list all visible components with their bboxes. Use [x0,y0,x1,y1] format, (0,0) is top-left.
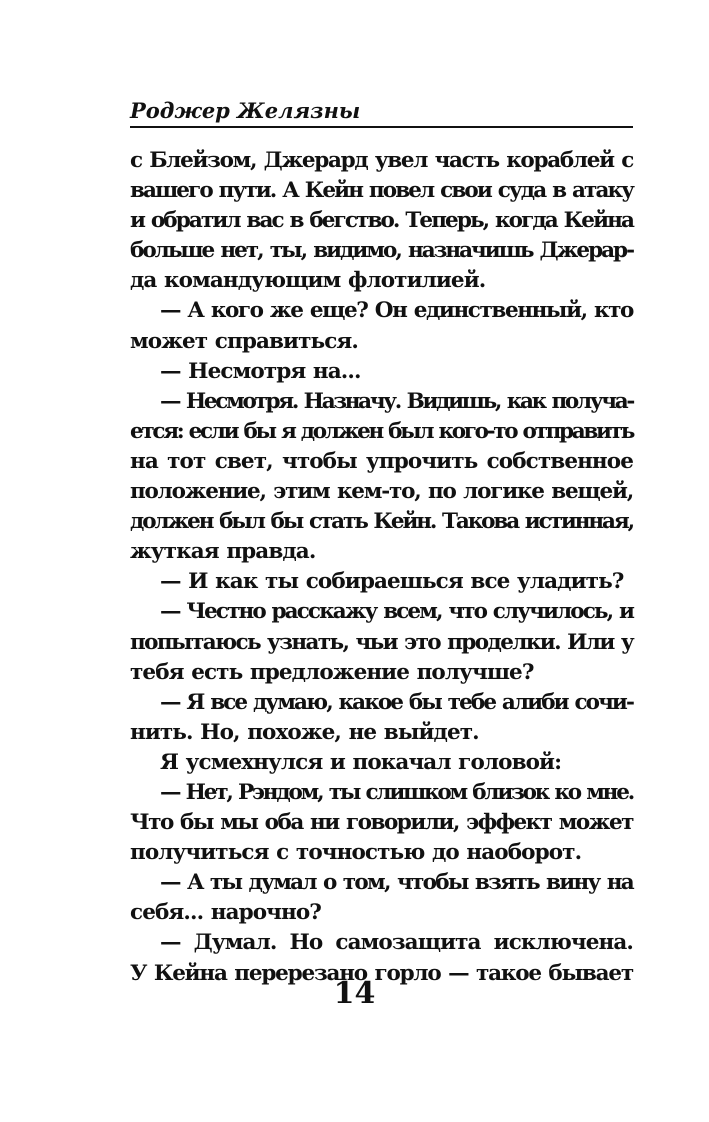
page-number: 14 [333,976,376,1011]
header-rule [130,126,633,128]
text-line: ется: если бы я должен был кого-то отправить [130,418,633,444]
text-line: — Я все думаю, какое бы тебе алиби сочи- [160,689,633,715]
text-line: тебя есть предложение получше? [130,659,534,685]
text-line: — Честно расскажу всем, что случилось, и [160,599,633,625]
text-line: на тот свет, чтобы упрочить собственное [130,448,633,474]
text-line: — А ты думал о том, чтобы взять вину на [160,870,633,896]
text-line: нить. Но, похоже, не выйдет. [130,719,479,745]
text-line: — Несмотря на... [160,358,361,384]
text-line: да командующим флотилией. [130,268,486,294]
text-line: — Нет, Рэндом, ты слишком близок ко мне. [160,779,633,805]
text-line: положение, этим кем-то, по логике вещей, [130,479,633,505]
text-line: — И как ты собираешься все уладить? [160,569,624,595]
text-line: вашего пути. А Кейн повел свои суда в атаку [130,178,633,204]
text-line: Я усмехнулся и покачал головой: [160,749,562,775]
text-line: получиться с точностью до наоборот. [130,840,582,866]
text-line: больше нет, ты, видимо, назначишь Джерар- [130,238,633,264]
text-line: с Блейзом, Джерард увел часть кораблей с [130,148,633,173]
text-line: попытаюсь узнать, чьи это проделки. Или у [130,629,633,655]
text-line: и обратил вас в бегство. Теперь, когда Кейна [130,208,633,234]
text-line: Что бы мы оба ни говорили, эффект может [130,810,633,836]
text-line: — Думал. Но самозащита исключена. [160,930,633,956]
body-text [130,146,633,989]
text-line: должен был бы стать Кейн. Такова истинная, [130,509,633,535]
text-line: — А кого же еще? Он единственный, кто [160,298,633,324]
text-line: себя... нарочно? [130,900,321,926]
running-head: Роджер Желязны [130,98,361,123]
text-line: жуткая правда. [130,539,316,565]
text-line: может справиться. [130,328,358,354]
text-line: У Кейна перерезано горло — такое бывает [130,960,633,986]
text-line: — Несмотря. Назначу. Видишь, как получа- [160,388,633,414]
